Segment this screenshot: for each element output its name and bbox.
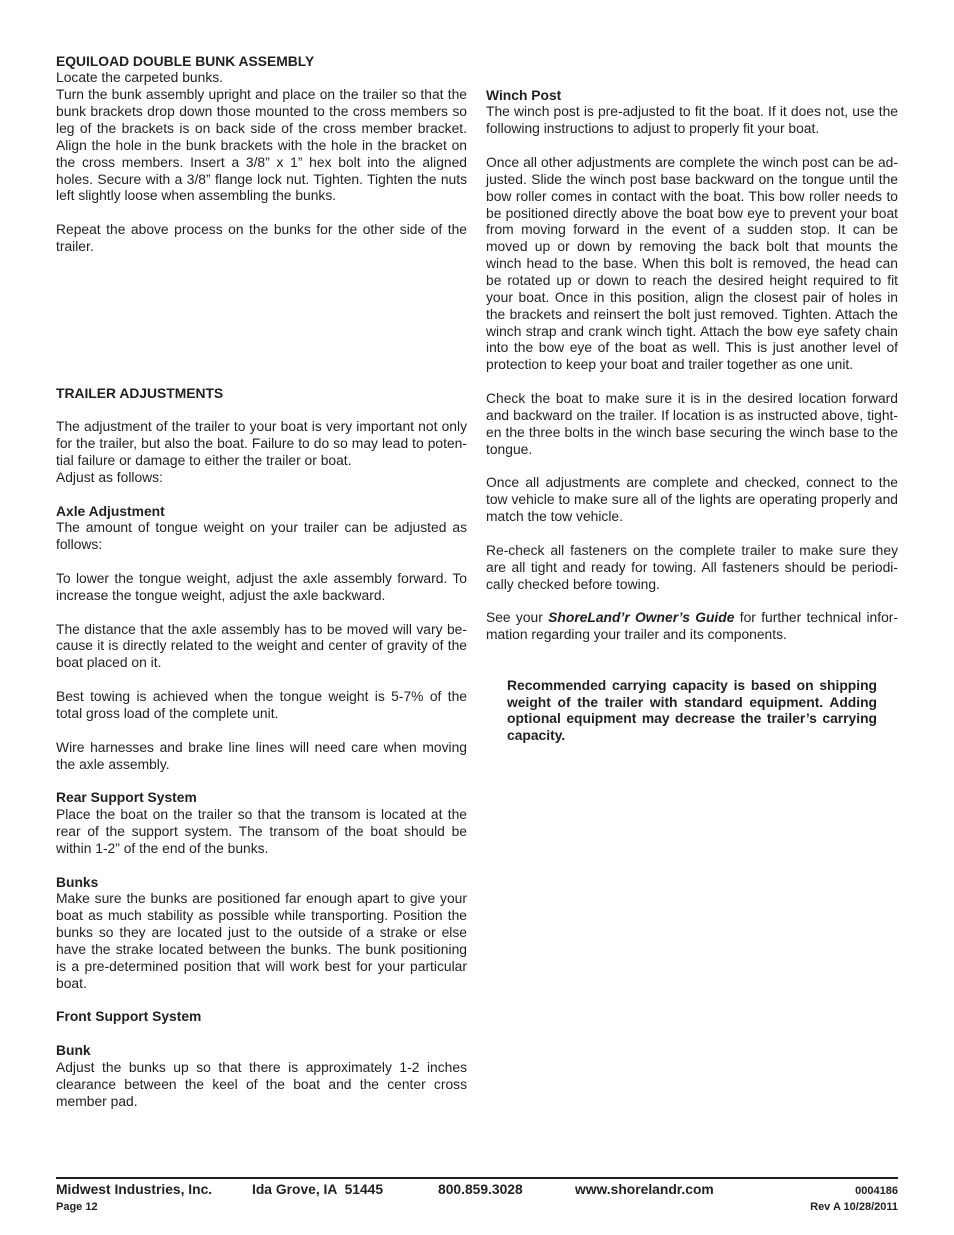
rear-support-paragraph: Place the boat on the trailer so that the transom is located at the rear of the support system. The transom of the boat should be within 1-2” of the end of the bunks. [56, 806, 467, 856]
heading-rear-support-system: Rear Support System [56, 789, 197, 806]
footer-doc-number: 0004186 [855, 1184, 898, 1197]
heading-equiload-double-bunk-assembly: EQUILOAD DOUBLE BUNK ASSEMBLY [56, 52, 315, 69]
heading-front-support-system: Front Support System [56, 1008, 202, 1025]
equiload-intro: Locate the carpeted bunks. [56, 69, 224, 86]
winch-post-paragraph: Once all other adjustments are complete the winch post can be adjusted. Slide the winch post base backward on the tongue until the bow roller comes in contact with the boat. This bow roller needs to be positioned directly above the boat bow eye to prevent your boat from moving forward in the event of a sudden stop. It can be moved up or down by removing the back bolt that mounts the winch head to the base. When this bolt is removed, the head can be rotated up or down to reach the desired height required to fit your boat. Once in this position, align the closest pair of holes in the brackets and reinsert the bolt just removed. Tighten. Attach the winch strap and crank winch tight. Attach the bow eye safety chain into the bow eye of the boat as well. This is just another level of protection to keep your boat and trailer together as one unit. [486, 154, 898, 373]
heading-bunks: Bunks [56, 873, 99, 890]
heading-axle-adjustment: Axle Adjustment [56, 502, 165, 519]
winch-post-paragraph: Re-check all fasteners on the complete trailer to make sure they are all tight and ready for towing. All fasteners should be periodically checked before towing. [486, 541, 898, 592]
axle-paragraph: The amount of tongue weight on your trailer can be adjusted as follows: [56, 519, 467, 553]
owners-guide-pre: See your [486, 609, 549, 626]
axle-paragraph: Wire harnesses and brake line lines will need care when moving the axle assembly. [56, 738, 467, 772]
carrying-capacity-note: Recommended carrying capacity is based on shipping weight of the trailer with standard equipment. Adding optional equipment may decrease the trailer’s carrying capacity. [507, 676, 877, 744]
right-column-winch-post [486, 87, 898, 745]
trailer-adjustments-intro: The adjustment of the trailer to your boat is very important not only for the trailer, but also the boat. Failure to do so may lead to potential failure or damage to either the trailer or boat. [56, 418, 467, 469]
winch-post-paragraph: Check the boat to make sure it is in the desired location forward and backward on the trailer. If location is as instructed above, tighten the three bolts in the winch base securing the winch base to the tongue. [486, 390, 898, 457]
winch-post-paragraph: The winch post is pre-adjusted to fit the boat. If it does not, use the following instructions to adjust to properly fit your boat. [486, 103, 898, 137]
footer-revision: Rev A 10/28/2011 [810, 1200, 898, 1213]
owners-guide-post: for further technical information regarding your trailer and its components. [486, 609, 899, 643]
equiload-repeat-note: Repeat the above process on the bunks for the other side of the trailer. [56, 221, 467, 255]
heading-bunk: Bunk [56, 1042, 91, 1059]
axle-paragraph: Best towing is achieved when the tongue weight is 5-7% of the total gross load of the complete unit. [56, 688, 467, 721]
owners-guide-title: ShoreLand’r Owner’s Guide [548, 609, 735, 626]
axle-paragraph: The distance that the axle assembly has to be moved will vary because it is directly related to the weight and center of gravity of the boat placed on it. [56, 620, 467, 671]
bunks-paragraph: Make sure the bunks are positioned far enough apart to give your boat as much stability as possible while transporting. Position the bunks so they are located just to the outside of a strake or else have the strake located between the bunks. The bunk positioning is a pre-determined position that will work best for your particular boat. [56, 890, 467, 991]
footer-page-number: Page 12 [56, 1200, 98, 1213]
winch-post-paragraph: Once all adjustments are complete and checked, connect to the tow vehicle to make sure all of the lights are operating properly and match the tow vehicle. [486, 474, 898, 525]
footer-website: www.shorelandr.com [575, 1181, 714, 1197]
footer-phone: 800.859.3028 [438, 1181, 523, 1197]
owners-guide-reference [486, 609, 898, 643]
adjust-as-follows: Adjust as follows: [56, 468, 163, 485]
axle-paragraph: To lower the tongue weight, adjust the axle assembly forward. To increase the tongue weight, adjust the axle backward. [56, 570, 467, 603]
footer-divider [56, 1177, 898, 1179]
left-column-equiload [56, 53, 467, 272]
footer-company: Midwest Industries, Inc. [56, 1181, 213, 1197]
left-column-trailer-adjustments [56, 385, 467, 1110]
heading-trailer-adjustments: TRAILER ADJUSTMENTS [56, 384, 224, 401]
bunk-paragraph: Adjust the bunks up so that there is approximately 1-2 inches clearance between the keel of the boat and the center cross member pad. [56, 1058, 467, 1109]
footer-location: Ida Grove, IA 51445 [252, 1181, 384, 1197]
equiload-instructions: Turn the bunk assembly upright and place on the trailer so that the bunk brackets drop down those mounted to the cross members so leg of the brackets is on back side of the cross member bracket. Align the hole in the bunk brackets with the hole in the bracket on the cross members. Insert a 3/8” x 1” hex bolt into the aligned holes. Secure with a 3/8” flange lock nut. Tighten. Tighten the nuts left slightly loose when assembling the bunks. [56, 86, 467, 204]
heading-winch-post: Winch Post [486, 86, 562, 103]
